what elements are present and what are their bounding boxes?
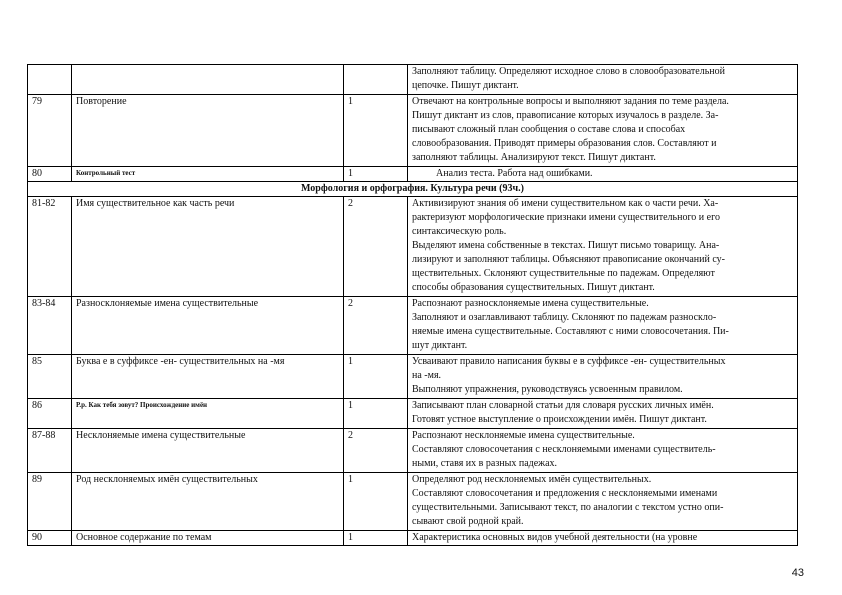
lesson-activity: Распознают разносклоняемые имена существительные. Заполняют и озаглавливают таблицу. Склоняют по падежам разноскло- няемые имена существительные. Составляют с ними словосочетания. Пи- шут диктант.: [408, 297, 798, 355]
lesson-activity-text: Анализ теста. Работа над ошибками.: [436, 168, 593, 179]
lesson-number: 80: [28, 167, 72, 182]
table-row: [28, 473, 798, 531]
lesson-hours: [344, 65, 408, 95]
lesson-number: 83-84: [28, 297, 72, 355]
lesson-hours: 2: [344, 197, 408, 297]
lesson-number: 85: [28, 355, 72, 399]
lesson-topic: Имя существительное как часть речи: [72, 197, 344, 297]
table-row: [28, 65, 798, 95]
section-row: [28, 182, 798, 197]
lesson-topic: Контрольный тест: [72, 167, 344, 182]
lesson-hours: 2: [344, 429, 408, 473]
section-heading: Морфология и орфография. Культура речи (93ч.): [28, 182, 798, 197]
table-row: [28, 95, 798, 167]
lesson-topic: Разносклоняемые имена существительные: [72, 297, 344, 355]
table-row: [28, 197, 798, 297]
lesson-hours: 2: [344, 297, 408, 355]
lesson-hours: 1: [344, 399, 408, 429]
lesson-hours: 1: [344, 473, 408, 531]
table-row: [28, 355, 798, 399]
lesson-number: 81-82: [28, 197, 72, 297]
lesson-activity: Распознают несклоняемые имена существительные. Составляют словосочетания с несклоняемыми именами существитель- ными, ставя их в разных падежах.: [408, 429, 798, 473]
lesson-topic: Род несклоняемых имён существительных: [72, 473, 344, 531]
lesson-number: 86: [28, 399, 72, 429]
lesson-topic: Р.р. Как тебя зовут? Происхождение имён: [72, 399, 344, 429]
lesson-activity: [408, 167, 798, 182]
lesson-activity: Характеристика основных видов учебной деятельности (на уровне: [408, 531, 798, 546]
table-row: [28, 297, 798, 355]
lesson-number: 79: [28, 95, 72, 167]
lesson-number: 90: [28, 531, 72, 546]
lesson-topic: Повторение: [72, 95, 344, 167]
lesson-hours: 1: [344, 167, 408, 182]
lesson-hours: 1: [344, 355, 408, 399]
lesson-hours: 1: [344, 95, 408, 167]
lesson-activity: Активизируют знания об имени существительном как о части речи. Ха- рактеризуют морфологические признаки имени существительного и его синтаксическую роль. Выделяют имена собственные в текстах. Пишут письмо товарищу. Ана- лизируют и заполняют таблицы. Объясняют правописание окончаний су- ществительных. Склоняют существительные по падежам. Определяют способы образования существительных. Пишут диктант.: [408, 197, 798, 297]
table-row: [28, 531, 798, 546]
lesson-plan-table: [27, 64, 798, 546]
lesson-number: 87-88: [28, 429, 72, 473]
table-row: [28, 167, 798, 182]
lesson-topic: Несклоняемые имена существительные: [72, 429, 344, 473]
lesson-activity: Усваивают правило написания буквы е в суффиксе -ен- существительных на -мя. Выполняют упражнения, руководствуясь усвоенным правилом.: [408, 355, 798, 399]
lesson-topic: [72, 65, 344, 95]
lesson-topic: Буква е в суффиксе -ен- существительных на -мя: [72, 355, 344, 399]
lesson-number: 89: [28, 473, 72, 531]
lesson-activity: Заполняют таблицу. Определяют исходное слово в словообразовательной цепочке. Пишут диктант.: [408, 65, 798, 95]
lesson-number: [28, 65, 72, 95]
lesson-topic: Основное содержание по темам: [72, 531, 344, 546]
lesson-plan-sheet: [27, 64, 797, 546]
lesson-hours: 1: [344, 531, 408, 546]
table-row: [28, 399, 798, 429]
lesson-activity: Отвечают на контрольные вопросы и выполняют задания по теме раздела. Пишут диктант из слов, правописание которых изучалось в разделе. За- писывают сложный план сообщения о составе слова и способах словообразования. Приводят примеры образования слов. Составляют и заполняют таблицы. Анализируют текст. Пишут диктант.: [408, 95, 798, 167]
lesson-activity: Определяют род несклоняемых имён существительных. Составляют словосочетания и предложения с несклоняемыми именами существительными. Записывают текст, по аналогии с текстом устно опи- сывают свой родной край.: [408, 473, 798, 531]
table-row: [28, 429, 798, 473]
page-number: 43: [791, 567, 804, 579]
lesson-activity: Записывают план словарной статьи для словаря русских личных имён. Готовят устное выступление о происхождении имён. Пишут диктант.: [408, 399, 798, 429]
